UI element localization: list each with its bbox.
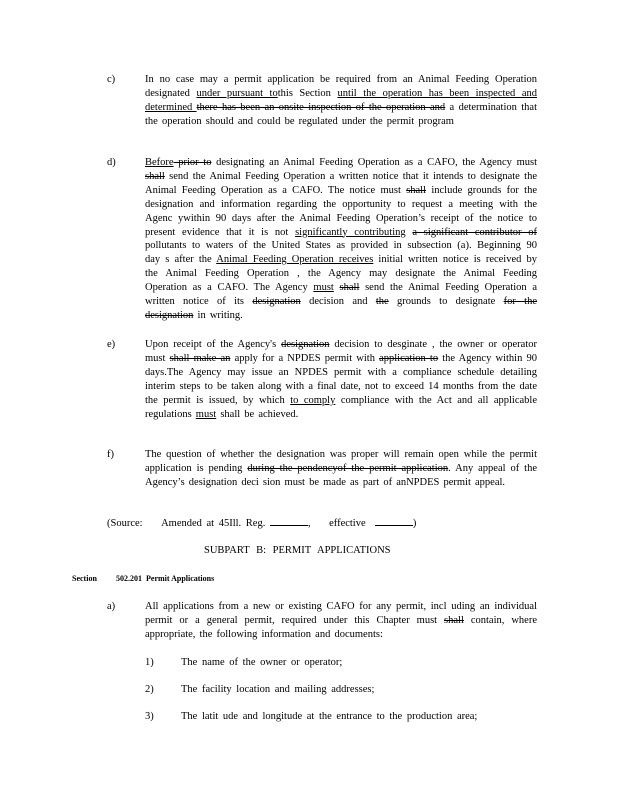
text-segment: designating an Animal Feeding Operation as a CAFO, the Agency must [211, 157, 537, 168]
source-close: ) [412, 518, 417, 529]
text-segment: initial written notice is received by the Animal Feeding Operation , the Agency may designate the Animal Feeding Operation as a CAFO. The Agency [145, 254, 538, 294]
paragraph-label: e) [107, 339, 116, 350]
deleted-text: a significant contributor of [412, 226, 537, 238]
list-item-text: The latit ude and longitude at the entrance to the production area; [181, 711, 478, 722]
list-item-number: 2) [145, 684, 154, 695]
paragraph-text [145, 73, 537, 129]
text-segment: include grounds for the designation and information regarding the opportunity to request a meeting with the Agenc ywithin 90 days after the Animal Feeding Operation’s receipt of the notice to present evidence that it is not [145, 184, 538, 238]
paragraph-text [145, 600, 537, 642]
section-title: Permit Applications [146, 574, 215, 583]
deleted-text: for the designation [145, 296, 537, 321]
deleted-text: during the pendencyof the permit application [247, 462, 449, 474]
text-segment: a determination that the operation should and could be regulated under the permit program [145, 101, 537, 127]
deleted-text: shall [444, 614, 464, 626]
text-segment: In no case may a permit application be required from an Animal Feeding Operation designated [145, 74, 537, 99]
text-segment: decision and [300, 296, 376, 308]
paragraph-text [145, 338, 537, 421]
text-segment: send the Animal Feeding Operation a written notice that it intends to designate the Animal Feeding Operation as a CAFO. The notice must [145, 170, 537, 196]
text-segment: compliance with the Act and all applicable regulations [145, 394, 537, 420]
text-segment: send the Animal Feeding Operation a written notice of its [145, 282, 538, 308]
section-number: 502.201 [116, 574, 142, 583]
register-blank [270, 516, 308, 526]
inserted-text: to comply [290, 394, 336, 406]
text-segment: in writing. [193, 309, 243, 321]
deleted-text: designation [281, 339, 330, 350]
deleted-text: there has been an onsite inspection of the operation and [196, 101, 446, 113]
list-item-text: The name of the owner or operator; [181, 657, 343, 668]
text-segment: grounds to designate [388, 296, 504, 308]
text-segment: . Any appeal of the Agency’s designation deci sion must be made as part of anNPDES permit appeal. [145, 462, 538, 488]
deleted-text: the [375, 296, 389, 308]
source-effective: effective [329, 518, 366, 529]
deleted-text: application to [379, 352, 439, 364]
source-note [107, 516, 416, 531]
deleted-text: shall [145, 170, 165, 182]
text-segment: pollutants to waters of the United States as provided in subsection (a). Beginning 90 day s after the [145, 240, 537, 266]
paragraph-label: a) [107, 601, 116, 612]
paragraph-text [145, 156, 537, 323]
paragraph-text [145, 448, 537, 490]
text-segment: shall be achieved. [216, 408, 299, 420]
inserted-text: must [313, 282, 334, 294]
text-segment: apply for a NPDES permit with [230, 352, 380, 364]
text-segment: Upon receipt of the Agency's [145, 339, 282, 350]
subpart-heading: SUBPART B: PERMIT APPLICATIONS [204, 545, 391, 556]
deleted-text: designation [252, 296, 301, 308]
deleted-text: prior to [173, 157, 212, 168]
section-word: Section [72, 574, 97, 583]
text-segment: contain, where appropriate, the following information and documents: [145, 614, 537, 640]
source-comma: , [307, 518, 311, 529]
inserted-text: significantly contributing [295, 226, 406, 238]
text-segment: All applications from a new or existing CAFO for any permit, incl uding an individual permit or a general permit, required under this Chapter must [145, 601, 537, 626]
inserted-text: under pursuant to [196, 87, 278, 99]
text-segment: decision to desginate , the owner or operator must [145, 339, 537, 364]
inserted-text: Before [145, 157, 174, 168]
inserted-text: Animal Feeding Operation receives [216, 254, 374, 266]
section-heading [72, 574, 214, 583]
inserted-text: until the operation has been inspected and determined [145, 87, 537, 113]
paragraph-label: d) [107, 157, 116, 168]
paragraph-label: c) [107, 74, 116, 85]
deleted-text: shall [406, 184, 427, 196]
source-prefix: (Source: [107, 518, 143, 529]
inserted-text: must [195, 408, 217, 420]
source-text: Amended at 45Ill. Reg. [161, 518, 266, 529]
list-item-number: 3) [145, 711, 154, 722]
effective-blank [375, 516, 413, 526]
list-item-text: The facility location and mailing addresses; [181, 684, 375, 695]
text-segment: The question of whether the designation was proper will remain open while the permit application is pending [145, 449, 537, 474]
list-item-number: 1) [145, 657, 154, 668]
text-segment: the Agency within 90 days.The Agency may issue an NPDES permit with a compliance schedule detailing interim steps to be taken along with a final date, not to exceed 14 months from the date the permit is issued, by which [145, 352, 537, 406]
text-segment: this Section [277, 87, 338, 99]
deleted-text: shall [339, 282, 360, 294]
paragraph-label: f) [107, 449, 114, 460]
deleted-text: shall make an [169, 352, 231, 364]
